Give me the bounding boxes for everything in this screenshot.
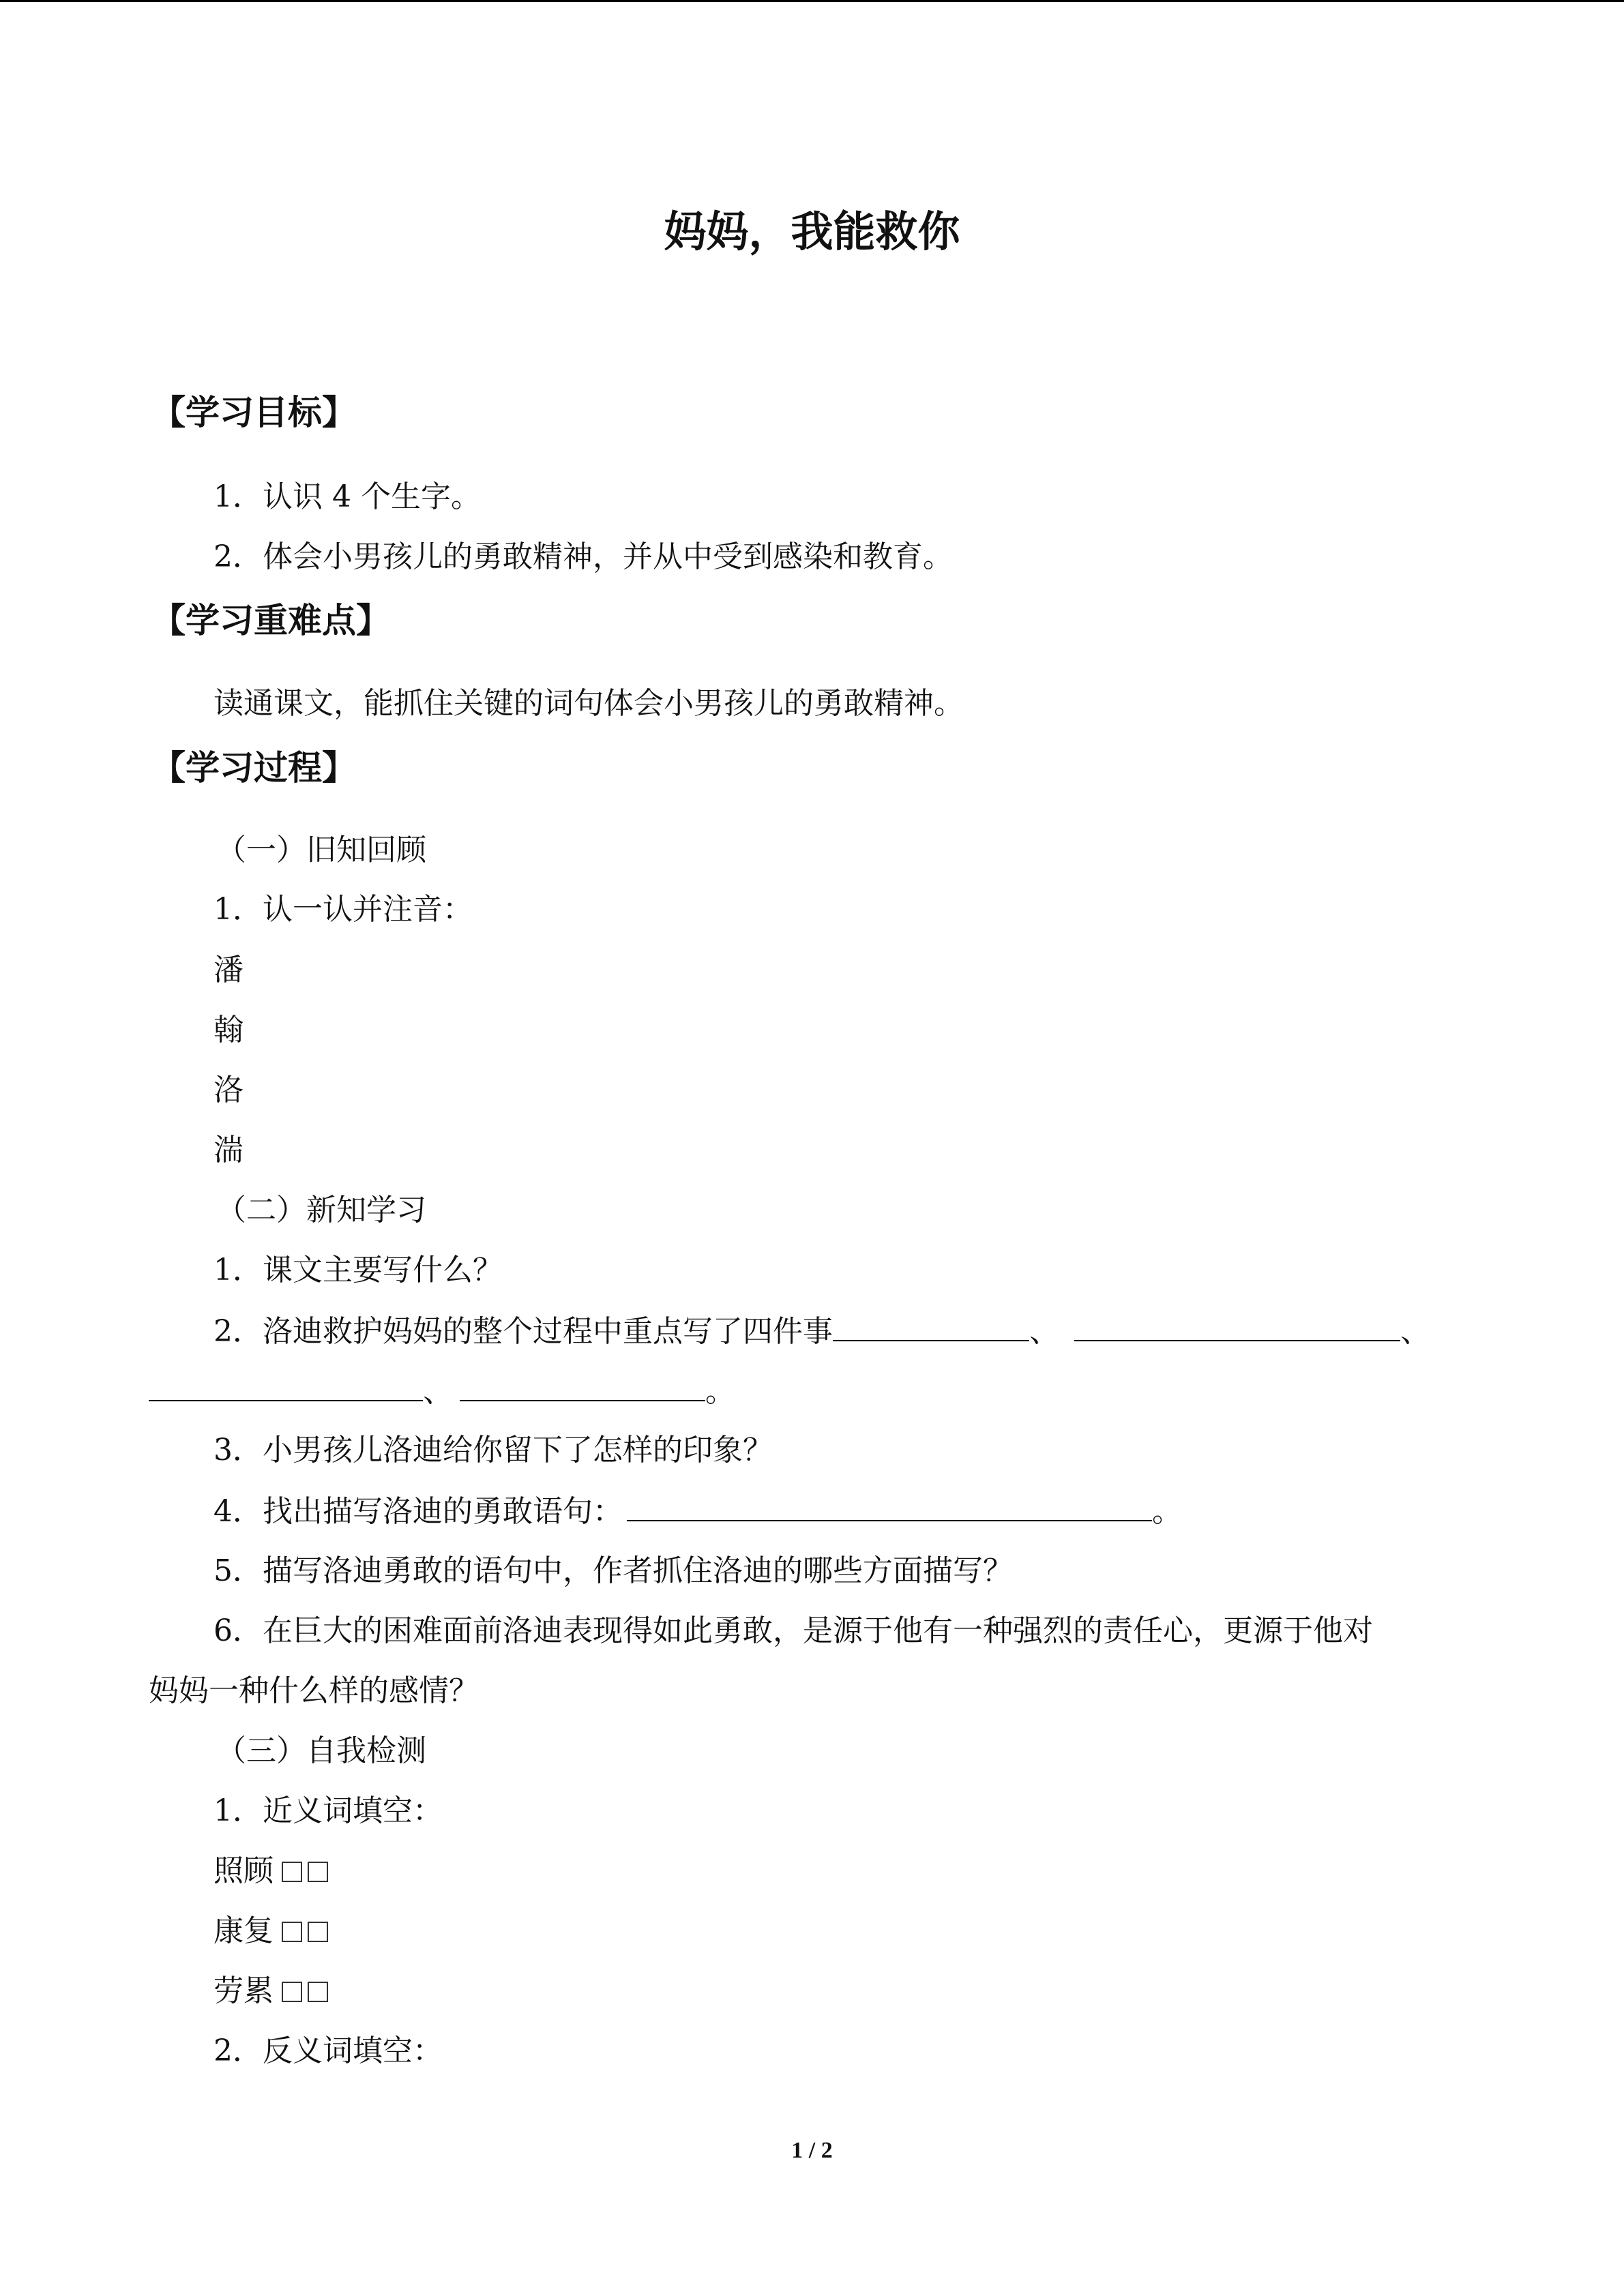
word: 劳累 <box>213 1973 274 2008</box>
answer-blank[interactable] <box>460 1373 705 1401</box>
new-question-1: 1．课文主要写什么？ <box>213 1253 503 1287</box>
word: 照顾 <box>213 1853 274 1888</box>
heading-process: 【学习过程】 <box>151 748 356 788</box>
self-check-question-1: 1．近义词填空： <box>213 1793 443 1828</box>
separator: 、 <box>1029 1314 1059 1349</box>
answer-box[interactable] <box>308 1982 328 2002</box>
self-check-question-2: 2．反义词填空： <box>213 2033 443 2068</box>
answer-box[interactable] <box>308 1922 328 1942</box>
synonym-item <box>213 1853 328 1890</box>
review-title: （一）旧知回顾 <box>216 833 426 867</box>
answer-blank[interactable] <box>1074 1313 1400 1341</box>
page-number: 1 / 2 <box>791 2138 833 2163</box>
question-text: 2．洛迪救护妈妈的整个过程中重点写了四件事 <box>213 1314 833 1349</box>
new-question-5: 5．描写洛迪勇敢的语句中，作者抓住洛迪的哪些方面描写？ <box>213 1553 1013 1588</box>
answer-box[interactable] <box>308 1862 328 1882</box>
char-item: 翰 <box>213 1013 243 1047</box>
new-question-3: 3．小男孩儿洛迪给你留下了怎样的印象？ <box>213 1433 773 1467</box>
answer-box[interactable] <box>282 1982 302 2002</box>
goal-item-1: 1．认识 4 个生字。 <box>213 479 481 514</box>
synonym-item <box>213 1973 328 2010</box>
new-question-2 <box>213 1313 1430 1350</box>
synonym-item <box>213 1913 328 1950</box>
review-question-1: 1．认一认并注音： <box>213 892 473 927</box>
goal-item-2: 2．体会小男孩儿的勇敢精神，并从中受到感染和教育。 <box>213 539 953 574</box>
char-item: 湍 <box>213 1133 243 1167</box>
period: 。 <box>705 1374 735 1409</box>
char-item: 洛 <box>213 1073 243 1107</box>
heading-keypoints: 【学习重难点】 <box>151 601 390 640</box>
separator: 、 <box>1400 1314 1430 1349</box>
heading-goals: 【学习目标】 <box>151 393 356 432</box>
answer-blank[interactable] <box>833 1313 1029 1341</box>
new-question-4 <box>213 1493 1182 1530</box>
new-question-6-line2: 妈妈一种什么样的感情？ <box>149 1673 479 1708</box>
word: 康复 <box>213 1913 274 1948</box>
char-item: 潘 <box>213 953 243 987</box>
period: 。 <box>1152 1494 1182 1529</box>
answer-blank[interactable] <box>627 1493 1152 1521</box>
page-title: 妈妈，我能救你 <box>664 207 960 256</box>
new-question-2-cont <box>149 1373 735 1410</box>
keypoints-text: 读通课文，能抓住关键的词句体会小男孩儿的勇敢精神。 <box>213 686 964 721</box>
answer-box[interactable] <box>282 1922 302 1942</box>
answer-box[interactable] <box>282 1862 302 1882</box>
self-check-title: （三）自我检测 <box>216 1733 426 1768</box>
answer-blank[interactable] <box>149 1373 423 1401</box>
separator: 、 <box>423 1374 453 1409</box>
new-learning-title: （二）新知学习 <box>216 1193 426 1227</box>
new-question-6-line1: 6．在巨大的困难面前洛迪表现得如此勇敢，是源于他有一种强烈的责任心，更源于他对 <box>213 1613 1373 1648</box>
question-text: 4．找出描写洛迪的勇敢语句： <box>213 1494 623 1529</box>
